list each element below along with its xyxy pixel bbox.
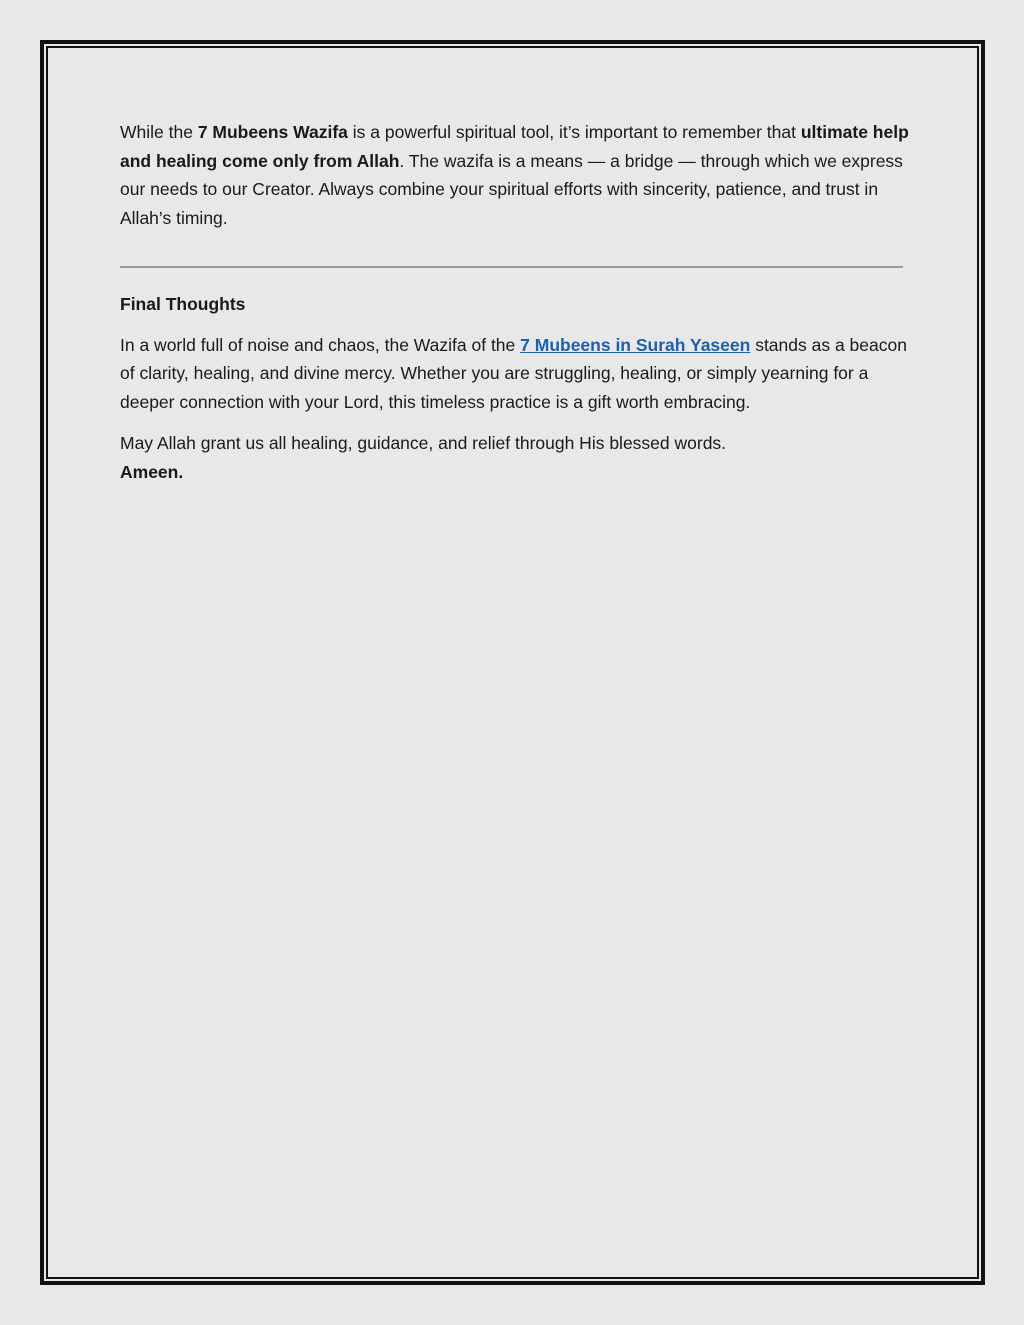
intro-bold-allah: ultimate help and healing come only from Allah [120, 122, 909, 171]
final-thoughts-text-1: In a world full of noise and chaos, the Wazifa of the [120, 334, 521, 355]
intro-text-2: is a powerful spiritual tool, it’s important to remember that [347, 122, 801, 142]
final-thoughts-text-2: stands as a beacon of clarity, healing, and divine mercy. Whether you are struggling, healing, or simply yearning for a deeper connection with your Lord, this timeless practice is a gift worth embracing. [120, 334, 907, 412]
section-divider [120, 266, 903, 268]
prayer-paragraph: May Allah grant us all healing, guidance, and relief through His blessed words. [120, 433, 727, 453]
intro-text-3: . The wazifa is a means — a bridge — through which we express our needs to our Creator. Always combine your spiritual efforts with sincerity, patience, and trust in Allah’s timing. [120, 150, 903, 228]
intro-paragraph [120, 118, 910, 232]
intro-bold-wazifa: 7 Mubeens Wazifa [197, 122, 348, 142]
final-thoughts-paragraph [120, 331, 910, 417]
final-thoughts-heading: Final Thoughts [120, 294, 246, 314]
closing-ameen [120, 458, 910, 487]
document-content [120, 118, 910, 486]
intro-text-1: While the [120, 122, 198, 142]
ameen-text: Ameen. [120, 461, 184, 482]
surah-yaseen-link[interactable]: 7 Mubeens in Surah Yaseen [520, 334, 751, 355]
